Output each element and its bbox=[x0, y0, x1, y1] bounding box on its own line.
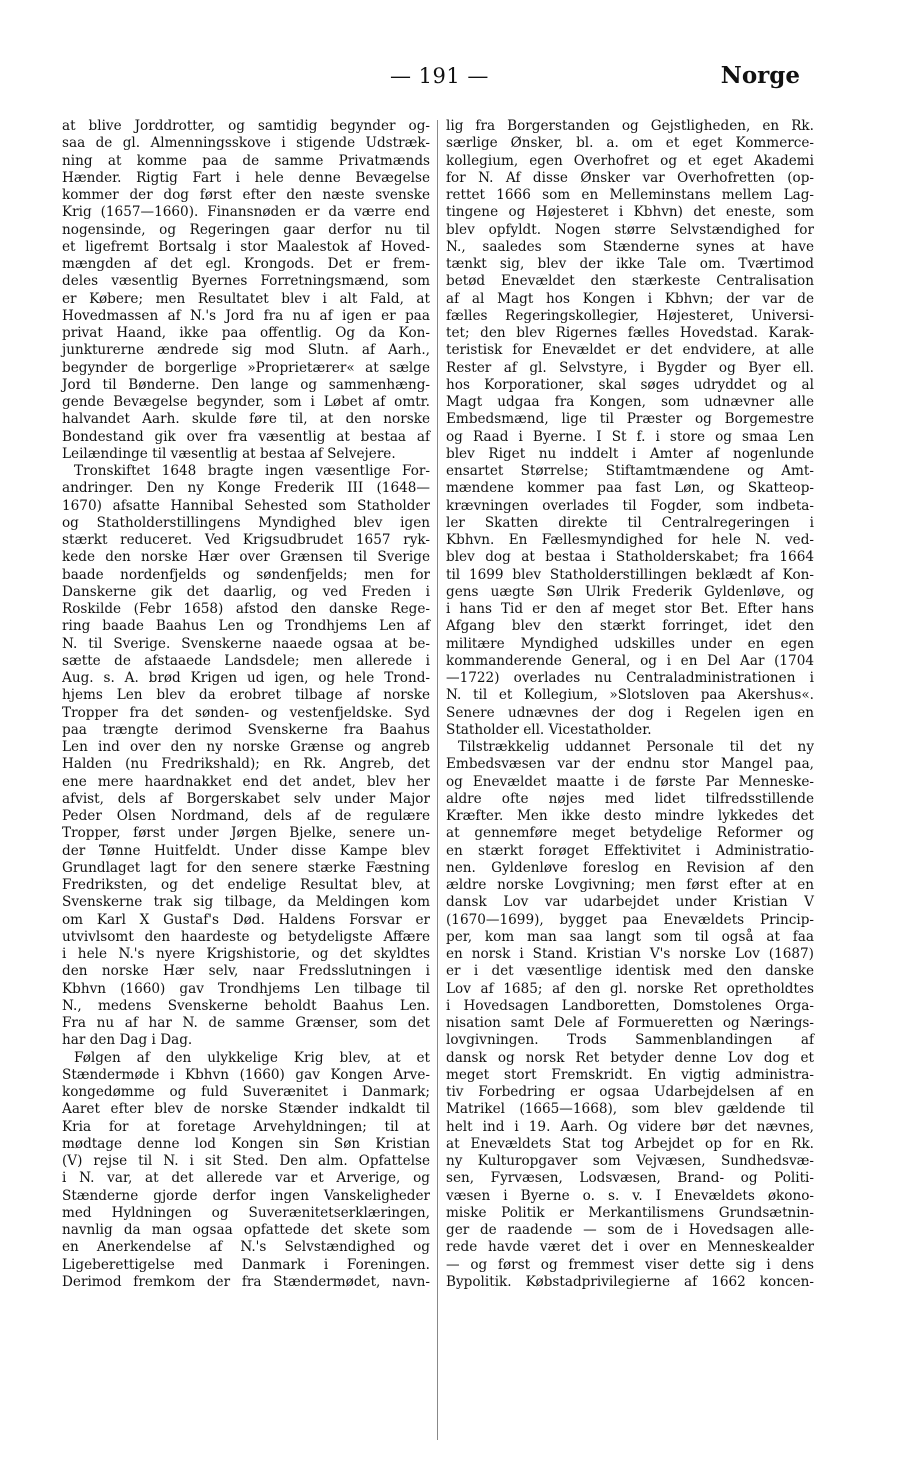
text-line: en stærkt forøget Effektivitet i Administratio- bbox=[446, 842, 814, 859]
text-line: krævningen overlades til Fogder, som indbeta- bbox=[446, 497, 814, 514]
text-line: og Enevældet maatte i de første Par Menneske- bbox=[446, 773, 814, 790]
text-line: Aaret efter blev de norske Stænder indkaldt til bbox=[62, 1101, 430, 1118]
text-line: Tronskiftet 1648 bragte ingen væsentlige For- bbox=[74, 463, 430, 479]
text-line: er i det væsentlige identisk med den danske bbox=[446, 963, 814, 980]
text-line: mændene kommer paa fast Løn, og Skatteop- bbox=[446, 480, 814, 497]
text-line: Tilstrækkelig uddannet Personale til det ny bbox=[458, 739, 814, 755]
text-line: privat Haand, ikke paa offentlig. Og da Kon- bbox=[62, 325, 430, 341]
text-line: lovgivningen. Trods Sammenblandingen af bbox=[446, 1032, 814, 1049]
text-line: nogensinde, og Regeringen gaar derfor nu til bbox=[62, 221, 430, 238]
text-line: Derimod fremkom der fra Stændermødet, navn- bbox=[62, 1273, 430, 1290]
text-line: sen, Fyrvæsen, Lodsvæsen, Brand- og Politi- bbox=[446, 1170, 814, 1187]
text-line: tingene og Højesteret i Kbhvn) det eneste, som bbox=[446, 204, 814, 221]
text-line: per, kom man saa langt som til også at faa bbox=[446, 928, 814, 945]
text-line: kommanderende General, og i en Del Aar (1704 bbox=[446, 652, 814, 669]
text-line: Tropper, først under Jørgen Bjelke, senere un- bbox=[62, 825, 430, 842]
text-line: dansk Lov var udarbejdet under Kristian V bbox=[446, 894, 814, 911]
text-line: Grundlaget lagt for den senere stærke Fæstning bbox=[62, 859, 430, 876]
text-line: kede den norske Hær over Grænsen til Sverige bbox=[62, 549, 430, 566]
page-number: — 191 — bbox=[390, 64, 489, 88]
text-line: Fredriksten, og det endelige Resultat blev, at bbox=[62, 877, 430, 893]
text-line: sætte de afstaaede Landsdele; men allerede i bbox=[62, 652, 430, 669]
text-line: deles væsentlig Byernes Forretningsmænd, som bbox=[62, 273, 430, 290]
text-line: aldre ofte nøjes med lidet tilfredsstillende bbox=[446, 790, 814, 807]
text-line: paa trængte derimod Svenskerne fra Baahus bbox=[62, 721, 430, 738]
text-line: Peder Olsen Nordmand, dels af de regulære bbox=[62, 808, 430, 824]
text-line: tænkt sig, blev der ikke Tale om. Tværtimod bbox=[446, 256, 814, 272]
text-line: Roskilde (Febr 1658) afstod den danske Rege- bbox=[62, 601, 430, 617]
text-line: blev opfyldt. Nogen større Selvstændighed for bbox=[446, 221, 814, 238]
text-line: Tropper fra det sønden- og vestenfjeldske. Syd bbox=[62, 704, 430, 721]
text-line: N., medens Svenskerne beholdt Baahus Len. bbox=[62, 997, 430, 1014]
text-line: gens uægte Søn Ulrik Frederik Gyldenløve, og bbox=[446, 583, 814, 600]
text-line: Leilændinge til væsentlig at bestaa af Selvejere. bbox=[62, 445, 396, 462]
text-line: Aug. s. A. brød Krigen ud igen, og hele Trond- bbox=[62, 670, 430, 686]
running-title: Norge bbox=[720, 62, 800, 89]
text-line: ene mere haardnakket end det andet, blev her bbox=[62, 773, 430, 790]
text-line: og Statholderstillingens Myndighed blev igen bbox=[62, 514, 430, 531]
text-line: Rester af gl. Selvstyre, i Bygder og Byer ell. bbox=[446, 359, 814, 376]
text-line: gende Bevægelse begynder, som i Løbet af omtr. bbox=[62, 394, 430, 410]
text-line: Kbhvn (1660) gav Trondhjems Len tilbage til bbox=[62, 980, 430, 997]
text-line: Kria for at foretage Arvehyldningen; til at bbox=[62, 1118, 430, 1135]
text-line: Hovedmassen af N.'s Jord fra nu af igen er paa bbox=[62, 307, 430, 324]
text-line: til 1699 blev Statholderstillingen beklædt af Kon- bbox=[446, 566, 814, 583]
text-line: Krig (1657—1660). Finansnøden er da værre end bbox=[62, 204, 430, 221]
text-line: væsen i Byerne o. s. v. I Enevældets økono- bbox=[446, 1187, 814, 1204]
text-line: med Hyldningen og Suverænitetserklæringen, bbox=[62, 1204, 430, 1221]
text-line: at Enevældets Stat tog Arbejdet op for en Rk. bbox=[446, 1135, 814, 1152]
text-line: (1670—1699), bygget paa Enevældets Princip- bbox=[446, 911, 814, 928]
text-line: i Hovedsagen Landboretten, Domstolenes Orga- bbox=[446, 997, 814, 1014]
text-line: Lov af 1685; af den gl. norske Ret opretholdtes bbox=[446, 980, 814, 997]
text-line: Kræfter. Men ikke desto mindre lykkedes det bbox=[446, 808, 814, 824]
text-line: for N. Af disse Ønsker var Overhofretten (op- bbox=[446, 169, 814, 186]
text-line: afvist, dels af Borgerskabet selv under Major bbox=[62, 790, 430, 807]
text-line: og Raad i Byerne. I St f. i store og smaa Len bbox=[446, 428, 814, 445]
text-line: Stænderne gjorde derfor ingen Vanskeligheder bbox=[62, 1187, 430, 1204]
text-line: Statholder ell. Vicestatholder. bbox=[446, 721, 652, 738]
text-line: begynder de borgerlige »Proprietærer« at sælge bbox=[62, 359, 430, 376]
text-line: baade nordenfjelds og søndenfjelds; men for bbox=[62, 566, 430, 583]
text-line: en norsk i Stand. Kristian V's norske Lov (1687) bbox=[446, 946, 814, 962]
text-line: N. til et Kollegium, »Slotsloven paa Akershus«. bbox=[446, 687, 814, 704]
text-line: Embedsmænd, lige til Præster og Borgemestre bbox=[446, 411, 814, 428]
text-line: halvandet Aarh. skulde føre til, at den norske bbox=[62, 411, 430, 428]
text-line: ning at komme paa de samme Privatmænds bbox=[62, 152, 430, 169]
text-line: saa de gl. Almenningsskove i stigende Udstræk- bbox=[62, 135, 430, 152]
text-line: 1670) afsatte Hannibal Sehested som Statholder bbox=[62, 497, 430, 514]
text-line: Bondestand gik over fra væsentlig at bestaa af bbox=[62, 428, 430, 445]
text-line: ældre norske Lovgivning; men først efter at en bbox=[446, 877, 814, 893]
text-line: militære Myndighed udskilles under en egen bbox=[446, 635, 814, 652]
text-line: junkturerne ændrede sig mod Slutn. af Aarh., bbox=[62, 342, 430, 359]
text-line: lig fra Borgerstanden og Gejstligheden, en Rk. bbox=[446, 118, 814, 134]
text-line: ny Kulturopgaver som Vejvæsen, Sundhedsvæ- bbox=[446, 1153, 814, 1169]
text-line: (V) rejse til N. i sit Sted. Den alm. Opfattelse bbox=[62, 1153, 430, 1169]
text-line: dansk og norsk Ret betyder denne Lov dog et bbox=[446, 1049, 814, 1066]
text-line: ler Skatten direkte til Centralregeringen i bbox=[446, 514, 814, 531]
text-line: Danskerne gik det daarlig, og ved Freden i bbox=[62, 583, 430, 600]
text-line: navnlig da man ogsaa opfattede det skete som bbox=[62, 1222, 430, 1238]
text-line: Svenskerne trak sig tilbage, da Meldingen kom bbox=[62, 894, 430, 911]
text-line: betød Enevældet den stærkeste Centralisation bbox=[446, 273, 814, 290]
text-line: Fra nu af har N. de samme Grænser, som det bbox=[62, 1015, 430, 1031]
text-line: i hans Tid er den af meget stor Bet. Efter hans bbox=[446, 601, 814, 617]
text-line: tet; den blev Rigernes fælles Hovedstad. Karak- bbox=[446, 325, 814, 341]
text-line: af al Magt hos Kongen i Kbhvn; der var de bbox=[446, 290, 814, 307]
text-line: Halden (nu Fredrikshald); en Rk. Angreb, det bbox=[62, 756, 430, 773]
text-line: kollegium, egen Overhofret og et eget Akademi bbox=[446, 152, 814, 169]
text-line: hos Korporationer, skal søges udryddet og al bbox=[446, 376, 814, 393]
text-line: blev dog at bestaa i Statholderskabet; fra 1664 bbox=[446, 549, 814, 566]
text-line: fælles Regeringskollegier, Højesteret, Universi- bbox=[446, 307, 814, 324]
text-line: N., saaledes som Stænderne synes at have bbox=[446, 238, 814, 255]
text-line: Len ind over den ny norske Grænse og angreb bbox=[62, 739, 430, 755]
text-line: har den Dag i Dag. bbox=[62, 1032, 193, 1049]
text-line: ger de raadende — som de i Hovedsagen alle- bbox=[446, 1222, 814, 1238]
text-line: rede havde været det i over en Menneskealder bbox=[446, 1239, 814, 1256]
text-line: Hænder. Rigtig Fart i hele denne Bevægelse bbox=[62, 169, 430, 186]
text-line: teristisk for Enevældet er det endvidere, at alle bbox=[446, 342, 814, 359]
text-line: at gennemføre meget betydelige Reformer og bbox=[446, 825, 814, 842]
text-line: Ligeberettigelse med Danmark i Foreningen. bbox=[62, 1256, 430, 1273]
text-line: Senere udnævnes der dog i Regelen igen en bbox=[446, 704, 814, 721]
text-line: i hele N.'s nyere Krigshistorie, og det skyldtes bbox=[62, 946, 430, 962]
text-line: Stændermøde i Kbhvn (1660) gav Kongen Arve- bbox=[62, 1066, 430, 1083]
text-line: miske Politik er Merkantilismens Grundsætnin- bbox=[446, 1204, 814, 1221]
text-line: særlige Ønsker, bl. a. om et eget Kommerce- bbox=[446, 135, 814, 152]
text-line: Embedsvæsen var der endnu stor Mangel paa, bbox=[446, 756, 814, 773]
text-line: tiv Forbedring er ogsaa Udarbejdelsen af en bbox=[446, 1084, 814, 1100]
text-line: blev Riget nu inddelt i Amter af nogenlunde bbox=[446, 445, 814, 462]
text-line: Magt udgaa fra Kongen, som udnævner alle bbox=[446, 394, 814, 410]
text-line: — og først og fremmest viser dette sig i dens bbox=[446, 1256, 814, 1273]
text-line: i N. var, at det allerede var et Arverige, og bbox=[62, 1170, 430, 1187]
text-line: kommer der dog først efter den næste svenske bbox=[62, 187, 430, 203]
text-line: Kbhvn. En Fællesmyndighed for hele N. ved- bbox=[446, 532, 814, 548]
text-line: en Anerkendelse af N.'s Selvstændighed og bbox=[62, 1239, 430, 1256]
page-header bbox=[60, 62, 800, 102]
text-line: er Købere; men Resultatet blev i alt Fald, at bbox=[62, 290, 430, 307]
text-line: Følgen af den ulykkelige Krig blev, at et bbox=[74, 1049, 430, 1066]
text-line: N. til Sverige. Svenskerne naaede ogsaa at be- bbox=[62, 635, 430, 652]
text-line: stærkt reduceret. Ved Krigsudbrudet 1657 ryk- bbox=[62, 532, 430, 548]
text-line: hjems Len blev da erobret tilbage af norske bbox=[62, 687, 430, 704]
text-line: utvivlsomt den haardeste og betydeligste Affære bbox=[62, 928, 430, 945]
text-line: ensartet Størrelse; Stiftamtmændene og Amt- bbox=[446, 463, 814, 479]
text-line: Jord til Bønderne. Den lange og sammenhæng- bbox=[62, 376, 430, 393]
text-line: at blive Jorddrotter, og samtidig begynder og- bbox=[62, 118, 430, 134]
text-line: ring baade Baahus Len og Trondhjems Len af bbox=[62, 618, 430, 635]
text-line: den norske Hær selv, naar Fredsslutningen i bbox=[62, 963, 430, 980]
column-divider bbox=[437, 120, 438, 1440]
text-line: helt ind i 19. Aarh. Og videre bør det nævnes, bbox=[446, 1118, 814, 1135]
text-line: mængden af det egl. Krongods. Det er frem- bbox=[62, 256, 430, 272]
text-line: et ligefremt Bortsalg i stor Maalestok af Hoved- bbox=[62, 238, 430, 255]
text-line: kongedømme og fuld Suverænitet i Danmark; bbox=[62, 1084, 430, 1100]
text-line: der Tønne Huitfeldt. Under disse Kampe blev bbox=[62, 842, 430, 859]
text-line: rettet 1666 som en Melleminstans mellem Lag- bbox=[446, 187, 814, 203]
text-line: mødtage denne lod Kongen sin Søn Kristian bbox=[62, 1135, 430, 1152]
text-line: —1722) overlades nu Centraladministrationen i bbox=[446, 670, 814, 686]
right-text-column bbox=[446, 118, 814, 1291]
text-line: om Karl X Gustaf's Død. Haldens Forsvar er bbox=[62, 911, 430, 928]
text-line: nen. Gyldenløve foreslog en Revision af den bbox=[446, 859, 814, 876]
left-text-column bbox=[62, 118, 430, 1291]
text-line: Bypolitik. Købstadprivilegierne af 1662 koncen- bbox=[446, 1273, 814, 1290]
text-line: nisation samt Dele af Formueretten og Nærings- bbox=[446, 1015, 814, 1031]
text-line: meget stort Fremskridt. En vigtig administra- bbox=[446, 1066, 814, 1083]
text-line: Afgang blev den stærkt forringet, idet den bbox=[446, 618, 814, 635]
text-line: Matrikel (1665—1668), som blev gældende til bbox=[446, 1101, 814, 1118]
text-line: andringer. Den ny Konge Frederik III (1648— bbox=[62, 480, 430, 497]
